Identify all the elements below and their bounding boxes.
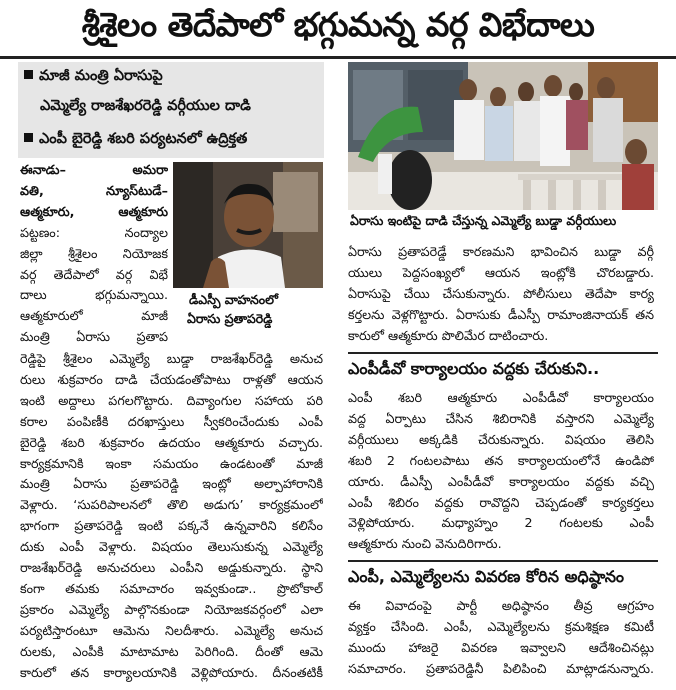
left-wide-text: [20, 349, 323, 684]
section-rule: [348, 352, 658, 354]
right-para-2: [348, 388, 654, 555]
body-line: ముందు హాజరై వివరణ ఇవ్వాలని ఆదేశించినట్లు: [348, 639, 654, 655]
body-line: జిల్లా శ్రీశైలం నియోజక: [20, 245, 168, 261]
body-line: యులు పెద్దసంఖ్యలో ఆయన ఇంట్లోకి చొరబడ్డారు.: [348, 264, 654, 280]
body-line: ఎంపీ శబరి ఆత్మకూరు ఎంపీడీవో కార్యాలయం: [348, 390, 654, 405]
body-line: భాగంగా ప్రతాపరెడ్డి ఇంటి పక్కనే ఉన్నవారిని కలిసేం: [20, 518, 323, 534]
body-line: ఆత్మకూరులో మాజీ: [20, 308, 168, 324]
body-line: దాలు భగ్గుమన్నాయి.: [20, 287, 168, 303]
body-line: రెడ్డిపై శ్రీశైలం ఎమ్మెల్యే బుడ్డా రాజశేఖర్‌రెడ్డి అనుచ: [20, 351, 323, 366]
body-line: మంత్రి ఏరాసు ప్రతాప: [20, 329, 168, 345]
bullet-square-icon: [24, 70, 33, 79]
body-line: కారులో తన కార్యాలయానికి వెళ్లిపోయారు. దీనంతటికీ: [20, 664, 323, 680]
body-line: ఈనాడు– అమరా: [20, 162, 168, 177]
body-line: వ్యక్తం చేసింది. ఎంపీ, ఎమ్మెల్యేలను క్రమశిక్షణ కమిటీ: [348, 618, 654, 634]
body-line: రులకు, ఎంపీకి మాటామాట పెరిగింది. దీంతో ఆమె: [20, 643, 323, 659]
body-line: దుకు ఎంపీ వెళ్లారు. విషయం తెలుసుకున్న ఎమ్మెల్యే: [20, 539, 323, 555]
body-line: పట్టణం: నంద్యాల: [20, 224, 168, 240]
subhead-2: ఎమ్మెల్యే రాజశేఖరరెడ్డి వర్గీయుల దాడి: [40, 98, 251, 114]
body-line: యారు. డీఎస్పీ ఎంపీడీవో కార్యాలయం వద్దకు వచ్చి: [348, 473, 654, 489]
body-line: వెళ్లిపోయారు. మధ్యాహ్నం 2 గంటలకు ఎంపీ: [348, 515, 654, 531]
body-line: బైరెడ్డి శబరి శుక్రవారం ఉదయం ఆత్మకూరు వచ్చారు.: [20, 434, 323, 450]
body-line: రాజశేఖర్‌రెడ్డి అనుచరులు ఎంపీని అడ్డుకున్నారు. స్థాని: [20, 560, 323, 576]
photo-mp-portrait: [173, 162, 323, 288]
body-line: కారులో ఆత్మకూరు పొలిమేర దాటించారు.: [348, 327, 549, 343]
body-line: కరాల పంపిణీకి దరఖాస్తులు స్వీకరించేందుకు ఎంపీ: [20, 413, 323, 429]
headline: శ్రీశైలం తెదేపాలో భగ్గుమన్న వర్గ విభేదాలు: [81, 4, 595, 44]
body-line: శబరి 2 గంటలపాటు తన కార్యాలయంలోనే ఉండిపో: [348, 452, 654, 468]
body-line: ఏరాసు ప్రతాపరెడ్డే కారణమని భావించిన బుడ్డా వర్గీ: [348, 244, 654, 259]
body-line: వర్గీయులు అక్కడికి చేరుకున్నారు. విషయం తెలిసి: [348, 431, 654, 447]
headline-rule: [0, 56, 676, 59]
body-line: కంగా తమకు సమాచారం ఇవ్వకుండా.. ప్రొటోకాల్: [20, 580, 323, 596]
section-rule: [348, 560, 658, 562]
body-line: కర్తలను వెళ్లగొట్టారు. ఏరాసుకు డీఎస్పీ రామాంజినాయక్ తన: [348, 306, 654, 322]
body-line: ఏరాసుపై చేయి చేసుకున్నారు. పోలీసులు తెదేపా కార్య: [348, 285, 654, 301]
body-line: ఇంటి అద్దాలు పగలగొట్టారు. దివ్యాంగుల సహాయ పరి: [20, 392, 323, 408]
body-line: ఆత్మకూరు, ఆత్మకూరు: [20, 203, 168, 219]
section-heading-2: ఎంపీ, ఎమ్మెల్యేలను వివరణ కోరిన అధిష్ఠానం: [348, 567, 625, 586]
body-line: వర్గ తెదేపాలో వర్గ విభే: [20, 266, 168, 282]
section-heading-1: ఎంపీడీవో కార్యాలయం వద్దకు చేరుకుని..: [348, 359, 600, 378]
body-line: పర్యటిస్తారంటూ ఆమెను నిలదీశారు. ఎమ్మెల్యే అనుచ: [20, 622, 323, 638]
body-line: ఆత్మకూరు నుంచి వెనుదిరిగారు.: [348, 536, 502, 552]
body-line: ఎంపీ శిబిరం వద్దకు రావొద్దని చెప్పడంతో కార్యకర్తలు: [348, 494, 654, 510]
body-line: వెళ్లారు. ‘సుపరిపాలనలో తొలి అడుగు’ కార్యక్రమంలో: [20, 497, 323, 513]
subhead-1: మాజీ మంత్రి ఏరాసుపై: [18, 64, 324, 88]
bullet-square-icon: [24, 133, 33, 142]
subheads-box: [18, 62, 324, 158]
left-narrow-text: [20, 160, 168, 348]
right-para-1: [348, 242, 654, 347]
right-para-3: [348, 596, 654, 680]
crowd-illustration: [348, 62, 658, 210]
subhead-3: ఎంపీ బైరెడ్డి శబరి పర్యటనలో ఉద్రిక్తత: [18, 127, 324, 151]
body-line: మంత్రి ఏరాసు ప్రతాపరెడ్డి ఇంట్లో అల్పాహారానికి: [20, 476, 323, 492]
portrait-illustration: [173, 162, 323, 288]
photo-right-caption: ఏరాసు ఇంటిపై దాడి చేస్తున్న ఎమ్మెల్యే బుడ్డా వర్గీయులు: [350, 213, 617, 228]
body-line: వతి, న్యూస్‌టుడే–: [20, 182, 168, 198]
photo-left-caption: డీఎస్పీ వాహనంలో ఏరాసు ప్రతాపరెడ్డి: [173, 290, 323, 328]
body-line: సమాచారం. ప్రతాపరెడ్డినీ పిలిపించి మాట్లాడనున్నారు.: [348, 660, 654, 676]
body-line: వద్ద ఏర్పాటు చేసిన శిబిరానికి వస్తారని ఎమ్మెల్యే: [348, 410, 654, 426]
body-line: ప్రకారం ఎమ్మెల్యే పాల్గొనకుండా నియోజకవర్గంలో ఎలా: [20, 601, 323, 617]
body-line: కార్యక్రమానికి ఇంకా సమయం ఉండటంతో మాజీ: [20, 455, 323, 471]
body-line: రులు శుక్రవారం దాడి చేయడంతోపాటు రాళ్లతో ఆయన: [20, 371, 323, 387]
body-line: ఈ వివాదంపై పార్టీ అధిష్ఠానం తీవ్ర ఆగ్రహం: [348, 598, 654, 613]
photo-attack-scene: [348, 62, 658, 210]
